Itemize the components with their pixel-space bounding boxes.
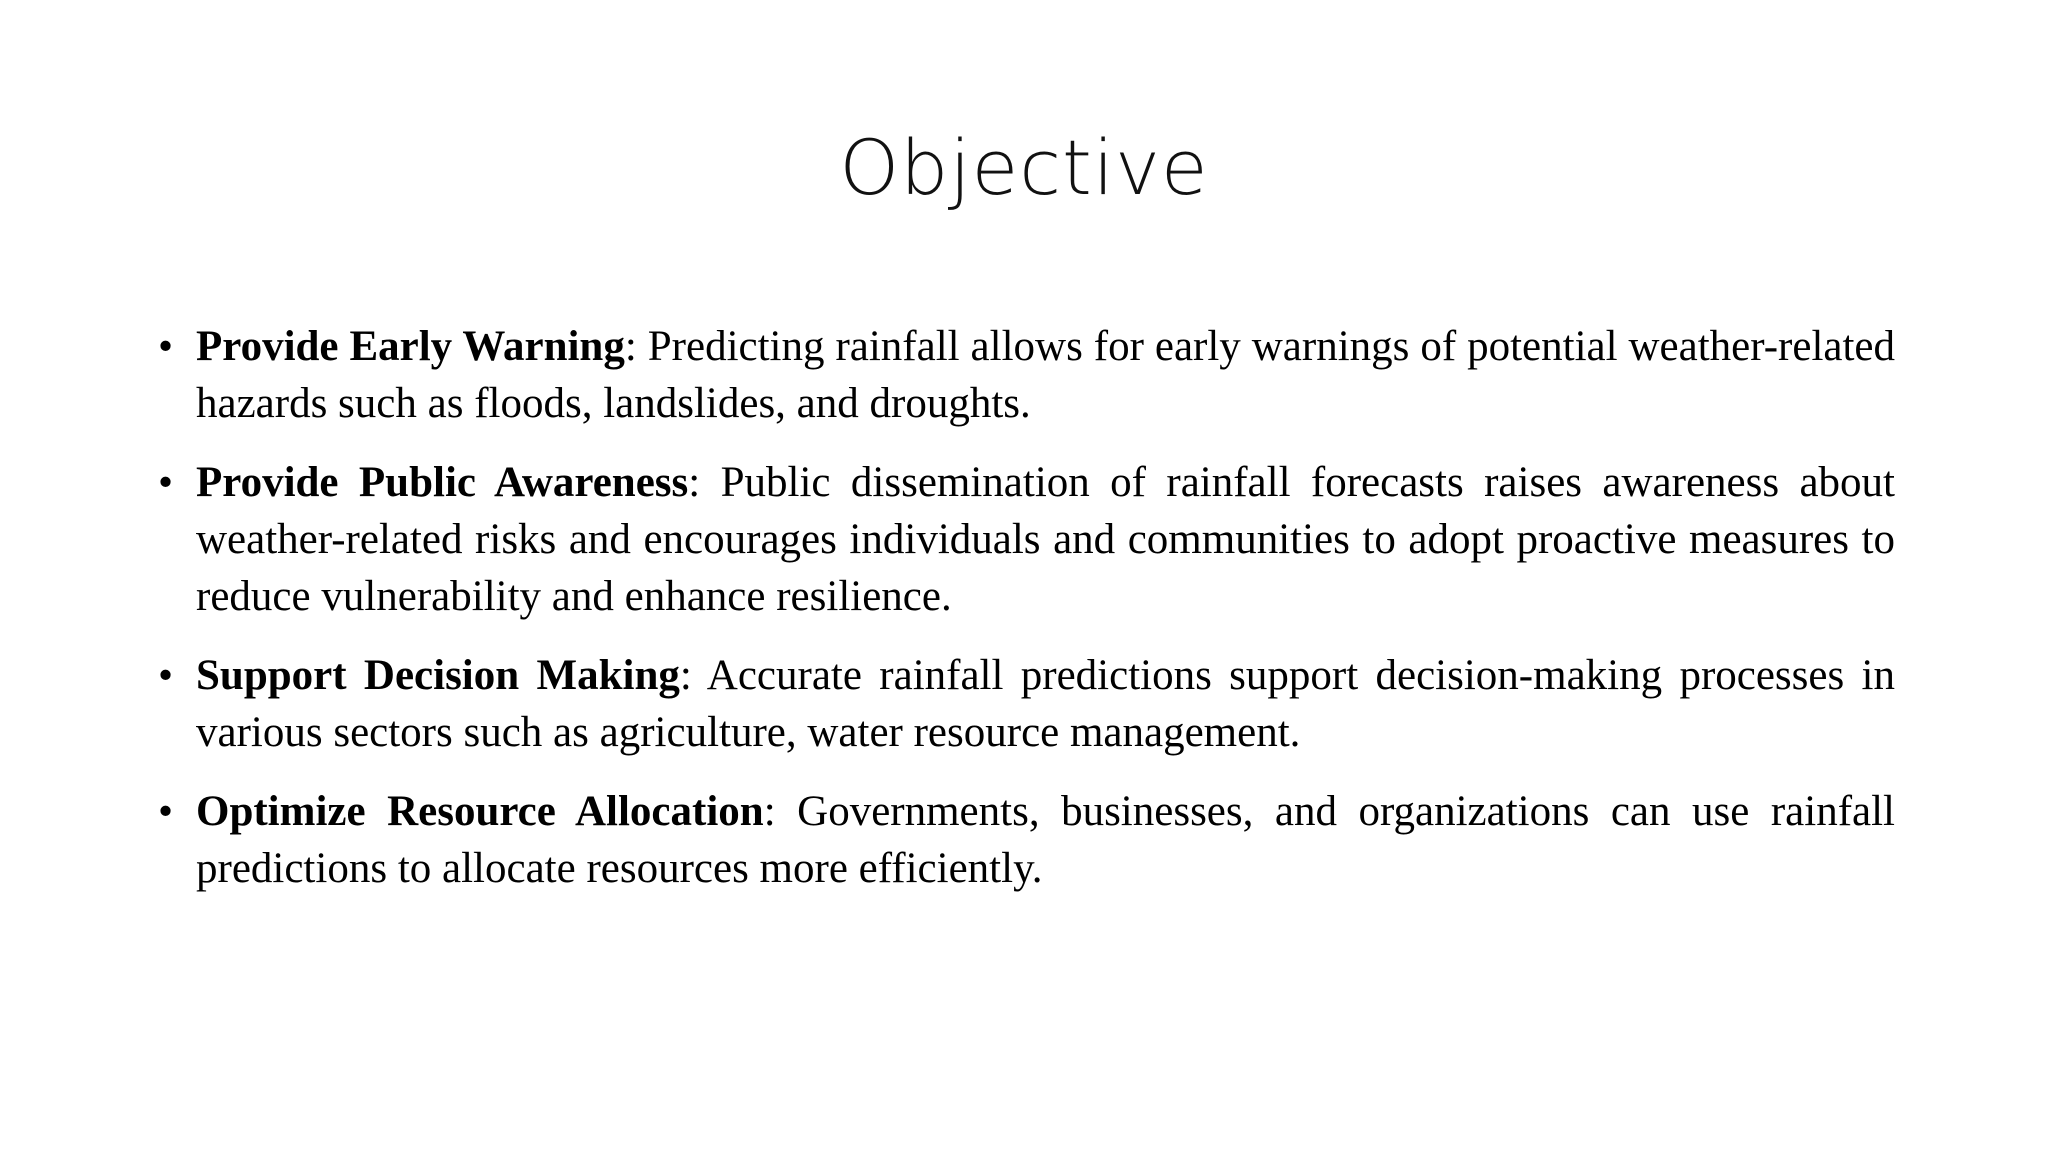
bullet-description: Governments, businesses, and organizations can use rainfall predictions to allocate resources more efficiently. (196, 788, 1895, 892)
bullet-dot-icon: • (158, 788, 174, 835)
bullet-term: Support Decision Making (196, 652, 680, 699)
bullet-description: Accurate rainfall predictions support decision-making processes in various sectors such as agriculture, water resource management. (196, 652, 1895, 756)
bullet-item-early-warning (150, 318, 1895, 432)
bullet-dot-icon: • (158, 459, 174, 506)
bullet-separator: : (679, 652, 692, 699)
bullet-text (196, 318, 1895, 432)
bullet-text (196, 783, 1895, 897)
bullet-term: Optimize Resource Allocation (196, 788, 764, 835)
bullet-item-public-awareness (150, 454, 1895, 625)
bullet-term: Provide Public Awareness (196, 459, 689, 506)
bullet-description: Public dissemination of rainfall forecasts raises awareness about weather-related risks and encourages individuals and communities to adopt proactive measures to reduce vulnerability and enhance resilience. (196, 459, 1895, 620)
bullet-item-decision-making (150, 647, 1895, 761)
bullet-separator: : (763, 788, 776, 835)
bullet-dot-icon: • (158, 652, 174, 699)
bullet-text (196, 454, 1895, 625)
bullet-item-resource-allocation (150, 783, 1895, 897)
bullet-description: Predicting rainfall allows for early warnings of potential weather-related hazards such as floods, landslides, and droughts. (196, 323, 1896, 427)
slide-title: Objective (839, 123, 1209, 212)
bullet-list (150, 318, 1895, 919)
bullet-text (196, 647, 1895, 761)
bullet-separator: : (624, 323, 637, 370)
bullet-term: Provide Early Warning (196, 323, 625, 370)
bullet-separator: : (688, 459, 701, 506)
bullet-dot-icon: • (158, 323, 174, 370)
